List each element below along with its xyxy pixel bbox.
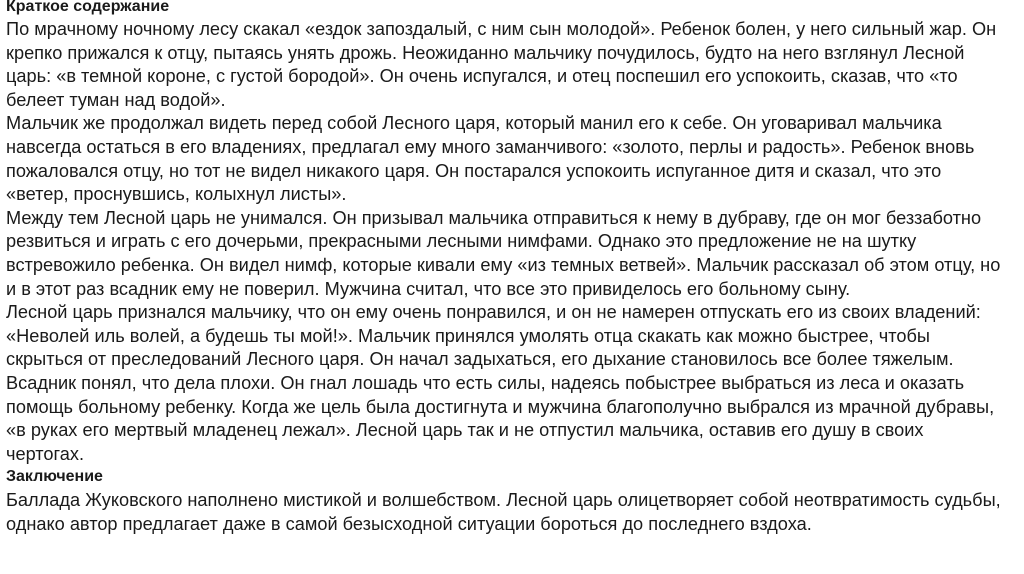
summary-paragraph-5: Всадник понял, что дела плохи. Он гнал лошадь что есть силы, надеясь побыстрее выбраться из леса и оказать помощь больному ребенку. Когда же цель была достигнута и мужчина благополучно выбрался из мрачной дубравы, «в руках его мертвый младенец лежал». Лесной царь так и не отпустил мальчика, оставив его душу в своих чертогах.: [6, 372, 995, 464]
summary-paragraph-1: По мрачному ночному лесу скакал «ездок запоздалый, с ним сын молодой». Ребенок болен, у него сильный жар. Он крепко прижался к отцу, пытаясь унять дрожь. Неожиданно мальчику почудилось, будто на него взглянул Лесной царь: «в темной короне, с густой бородой». Он очень испугался, и отец поспешил его успокоить, сказав, что «то белеет туман над водой».: [6, 19, 997, 110]
summary-paragraph-3: Между тем Лесной царь не унимался. Он призывал мальчика отправиться к нему в дубраву, где он мог беззаботно резвиться и играть с его дочерьми, прекрасными лесными нимфами. Однако это предложение не на шутку встревожило ребенка. Он видел нимф, которые кивали ему «из темных ветвей». Мальчик рассказал об этом отцу, но и в этот раз всадник ему не поверил. Мужчина считал, что все это привиделось его больному сыну.: [6, 207, 1001, 299]
document-page: [6, 0, 1006, 536]
summary-paragraph-2: Мальчик же продолжал видеть перед собой Лесного царя, который манил его к себе. Он уговаривал мальчика навсегда остаться в его владениях, предлагал ему много заманчивого: «золото, перлы и радость». Ребенок вновь пожаловался отцу, но тот не видел никакого царя. Он постарался успокоить испуганное дитя и сказал, что это «ветер, проснувшись, колыхнул листы».: [6, 113, 975, 205]
summary-heading: Краткое содержание: [6, 0, 170, 15]
conclusion-paragraph-1: Баллада Жуковского наполнено мистикой и волшебством. Лесной царь олицетворяет собой неотвратимость судьбы, однако автор предлагает даже в самой безысходной ситуации бороться до последнего вздоха.: [6, 490, 1001, 534]
summary-paragraph-4: Лесной царь признался мальчику, что он ему очень понравился, и он не намерен отпускать его из своих владений: «Неволей иль волей, а будешь ты мой!». Мальчик принялся умолять отца скакать как можно быстрее, чтобы скрыться от преследований Лесного царя. Он начал задыхаться, его дыхание становилось все более тяжелым.: [6, 302, 981, 370]
conclusion-heading: Заключение: [6, 468, 103, 486]
